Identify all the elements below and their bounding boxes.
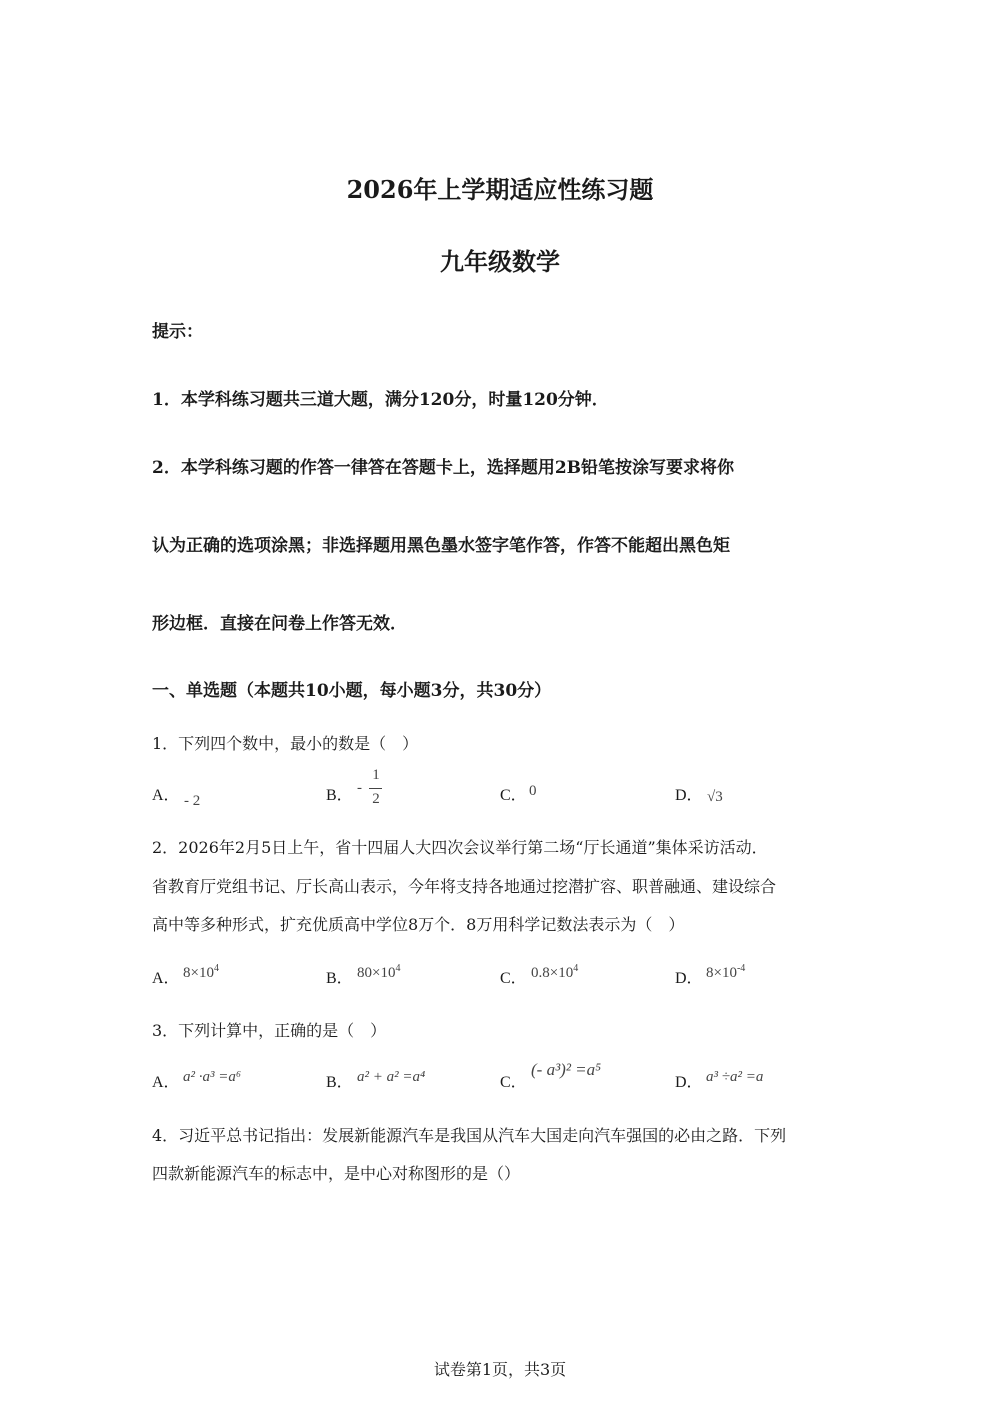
q3-option-c-label: C． — [500, 1074, 527, 1091]
q2-option-c-label: C． — [500, 970, 527, 987]
exam-subtitle: 九年级数学 — [440, 247, 560, 276]
page-footer: 试卷第1页，共3页 — [433, 1360, 567, 1379]
q1-option-b-numerator: 1 — [372, 767, 380, 783]
note-item-2-line-3: 形边框．直接在问卷上作答无效． — [152, 614, 407, 634]
q2-option-b-value: $80\times 10^4$ — [357, 963, 401, 981]
q2-option-c-value: $0.8\times 10^4$ — [531, 963, 579, 981]
section-1-heading: 一、单选题（本题共10小题，每小题3分，共30分） — [152, 681, 552, 701]
q1-option-c-label: C． — [500, 787, 527, 804]
q3-option-b-label: B． — [326, 1074, 353, 1091]
question-1-stem: 1．下列四个数中，最小的数是（ ） — [152, 734, 419, 753]
q1-option-b-sign: - — [357, 780, 362, 796]
q1-option-d-value: √3 — [707, 789, 723, 805]
question-2-stem-line-2: 省教育厅党组书记、厅长高山表示，今年将支持各地通过挖潜扩容、职普融通、建设综合 — [152, 877, 777, 896]
q3-option-b-value: a² + a² =a⁴ — [357, 1069, 426, 1085]
question-4-stem-line-2: 四款新能源汽车的标志中，是中心对称图形的是（） — [152, 1164, 521, 1183]
q1-option-b-label: B． — [326, 787, 353, 804]
fraction-bar — [369, 788, 382, 789]
question-2-stem-line-1: 2．2026年2月5日上午，省十四届人大四次会议举行第二场“厅长通道”集体采访活动． — [152, 838, 768, 857]
q3-option-c-value: (- a³)² =a⁵ — [531, 1060, 602, 1079]
question-3-stem: 3．下列计算中，正确的是（ ） — [152, 1021, 387, 1040]
q3-option-d-label: D． — [675, 1074, 703, 1091]
notes-heading: 提示： — [152, 322, 203, 342]
q2-option-a-value: $8\times 10^4$ — [183, 963, 219, 981]
note-item-2-line-2: 认为正确的选项涂黑；非选择题用黑色墨水签字笔作答，作答不能超出黑色矩 — [152, 536, 730, 556]
q1-option-c-value: 0 — [529, 783, 537, 799]
exam-title: 2026年上学期适应性练习题 — [346, 175, 654, 204]
q1-option-a-value: - 2 — [184, 793, 201, 809]
q2-option-d-value: $8\times 10^{-4}$ — [706, 963, 746, 981]
q1-option-b-denominator: 2 — [372, 791, 380, 807]
q3-option-a-label: A． — [152, 1074, 180, 1091]
note-item-1: 1．本学科练习题共三道大题，满分120分，时量120分钟． — [152, 390, 609, 410]
question-4-stem-line-1: 4．习近平总书记指出：发展新能源汽车是我国从汽车大国走向汽车强国的必由之路．下列 — [152, 1126, 787, 1145]
q1-option-d-label: D． — [675, 787, 703, 804]
question-2-stem-line-3: 高中等多种形式，扩充优质高中学位8万个．8万用科学记数法表示为（ ） — [152, 915, 685, 934]
q1-option-a-label: A． — [152, 787, 180, 804]
q2-option-b-label: B． — [326, 970, 353, 987]
q2-option-d-label: D． — [675, 970, 703, 987]
q3-option-d-value: a³ ÷a² =a — [706, 1069, 764, 1085]
note-item-2-line-1: 2．本学科练习题的作答一律答在答题卡上，选择题用2B铅笔按涂写要求将你 — [152, 458, 735, 478]
q2-option-a-label: A． — [152, 970, 180, 987]
q3-option-a-value: a² ·a³ =a⁶ — [183, 1069, 242, 1085]
